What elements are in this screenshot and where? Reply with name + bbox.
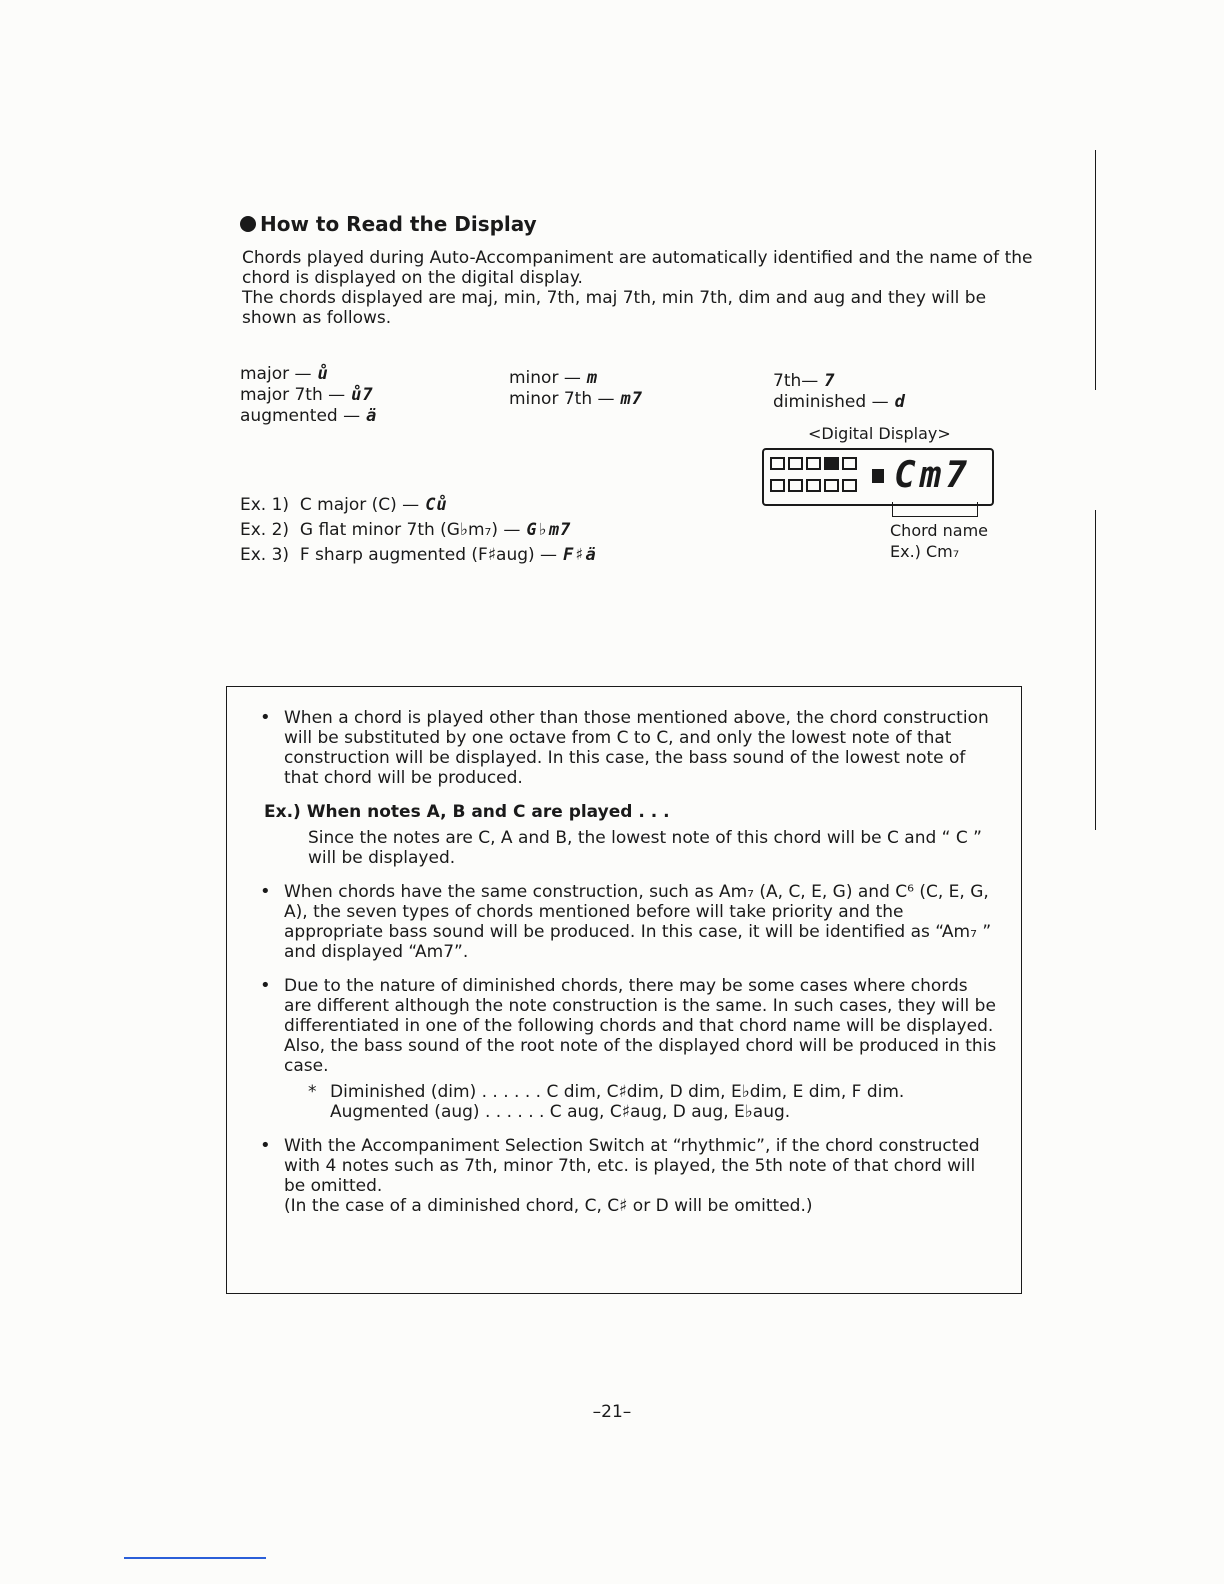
scan-edge-line xyxy=(1095,510,1097,830)
bottom-rule xyxy=(124,1557,266,1559)
intro-paragraph: The chords displayed are maj, min, 7th, maj 7th, min 7th, dim and aug and they will be shown as follows. xyxy=(242,288,987,328)
indicator-square xyxy=(788,457,803,470)
display-chord-glyph: Cm7 xyxy=(894,455,972,496)
example-heading: Ex.) When notes A, B and C are played . . . xyxy=(264,802,670,822)
indicator-square xyxy=(770,457,785,470)
scan-edge-line xyxy=(1095,150,1097,390)
section-title: How to Read the Display xyxy=(240,212,537,236)
bullet-dot-icon xyxy=(240,216,256,232)
chord-major: major — ů xyxy=(240,364,329,384)
chord-glyph: m7 xyxy=(620,389,643,409)
indicator-square xyxy=(788,479,803,492)
chord-minor7: minor 7th — m7 xyxy=(509,389,643,409)
chord-glyph: G♭m7 xyxy=(526,520,572,540)
chord-augmented: augmented — ä xyxy=(240,406,378,426)
indicator-square xyxy=(806,457,821,470)
chord-glyph: F♯ä xyxy=(563,545,597,565)
note-bullet: • With the Accompaniment Selection Switch at “rhythmic”, if the chord constructed with 4 notes such as 7th, minor 7th, etc. is played, the 5th note of that chord will be omitted. (In the case of a diminished chord, C, C♯ or D will be omitted.) xyxy=(258,1136,998,1216)
chord-glyph: d xyxy=(894,392,906,412)
example-body: Since the notes are C, A and B, the lowest note of this chord will be C and “ C ” will be displayed. xyxy=(308,828,982,868)
example-1: Ex. 1) C major (C) — Ců xyxy=(240,495,448,515)
page-number: –21– xyxy=(592,1402,632,1422)
indicator-square xyxy=(842,457,857,470)
example-3: Ex. 3) F sharp augmented (F♯aug) — F♯ä xyxy=(240,545,597,565)
indicator-square xyxy=(806,479,821,492)
chord-glyph: m xyxy=(586,368,599,388)
indicator-square xyxy=(824,457,839,470)
note-bullet: • When a chord is played other than those mentioned above, the chord construction will be substituted by one octave from C to C, and only the lowest note of that construction will be displayed. In this case, the bass sound of the lowest note of that chord will be produced. xyxy=(258,708,998,788)
chord-glyph: Ců xyxy=(425,495,448,515)
note-bullet: • Due to the nature of diminished chords, there may be some cases where chords are different although the note construction is the same. In such cases, they will be differentiated in one of the following chords and that chord name will be displayed. Also, the bass sound of the root note of the displayed chord will be produced in this case. * Diminished (dim) . . . . . . C dim, C♯dim, D dim, E♭dim, E dim, F dim. Augmented (aug) . . . . . . C aug, C♯aug, D aug, E♭aug. xyxy=(258,976,998,1122)
indicator-square xyxy=(770,479,785,492)
chord-glyph: ů xyxy=(317,364,329,384)
chord-list: * Diminished (dim) . . . . . . C dim, C♯dim, D dim, E♭dim, E dim, F dim. Augmented (aug) . . . . . . C aug, C♯aug, D aug, E♭aug. xyxy=(308,1082,998,1122)
chord-glyph: 7 xyxy=(824,371,836,391)
indicator-square xyxy=(842,479,857,492)
intro-text xyxy=(242,248,1042,328)
note-bullet: • When chords have the same construction, such as Am₇ (A, C, E, G) and C⁶ (C, E, G, A), the seven types of chords mentioned before will take priority and the appropriate bass sound will be produced. In this case, it will be identified as “Am₇ ” and displayed “Am7”. xyxy=(258,882,998,962)
chord-diminished: diminished — d xyxy=(773,392,906,412)
digital-display xyxy=(762,448,994,506)
indicator-row-top xyxy=(770,457,857,470)
chord-name-label: Chord name Ex.) Cm₇ xyxy=(890,521,989,561)
intro-paragraph: Chords played during Auto-Accompaniment are automatically identified and the name of the chord is displayed on the digital display. xyxy=(242,248,1033,288)
chord-seventh: 7th— 7 xyxy=(773,371,836,391)
chord-glyph: ä xyxy=(366,406,378,426)
chord-name-bracket xyxy=(892,502,978,517)
example-2: Ex. 2) G flat minor 7th (G♭m₇) — G♭m7 xyxy=(240,520,572,540)
chord-minor: minor — m xyxy=(509,368,599,388)
display-marker xyxy=(872,469,884,483)
display-caption: <Digital Display> xyxy=(808,424,951,443)
chord-glyph: ů7 xyxy=(351,385,374,405)
indicator-square xyxy=(824,479,839,492)
chord-major7: major 7th — ů7 xyxy=(240,385,374,405)
notes-content xyxy=(258,708,998,1230)
indicator-row-bottom xyxy=(770,479,857,492)
